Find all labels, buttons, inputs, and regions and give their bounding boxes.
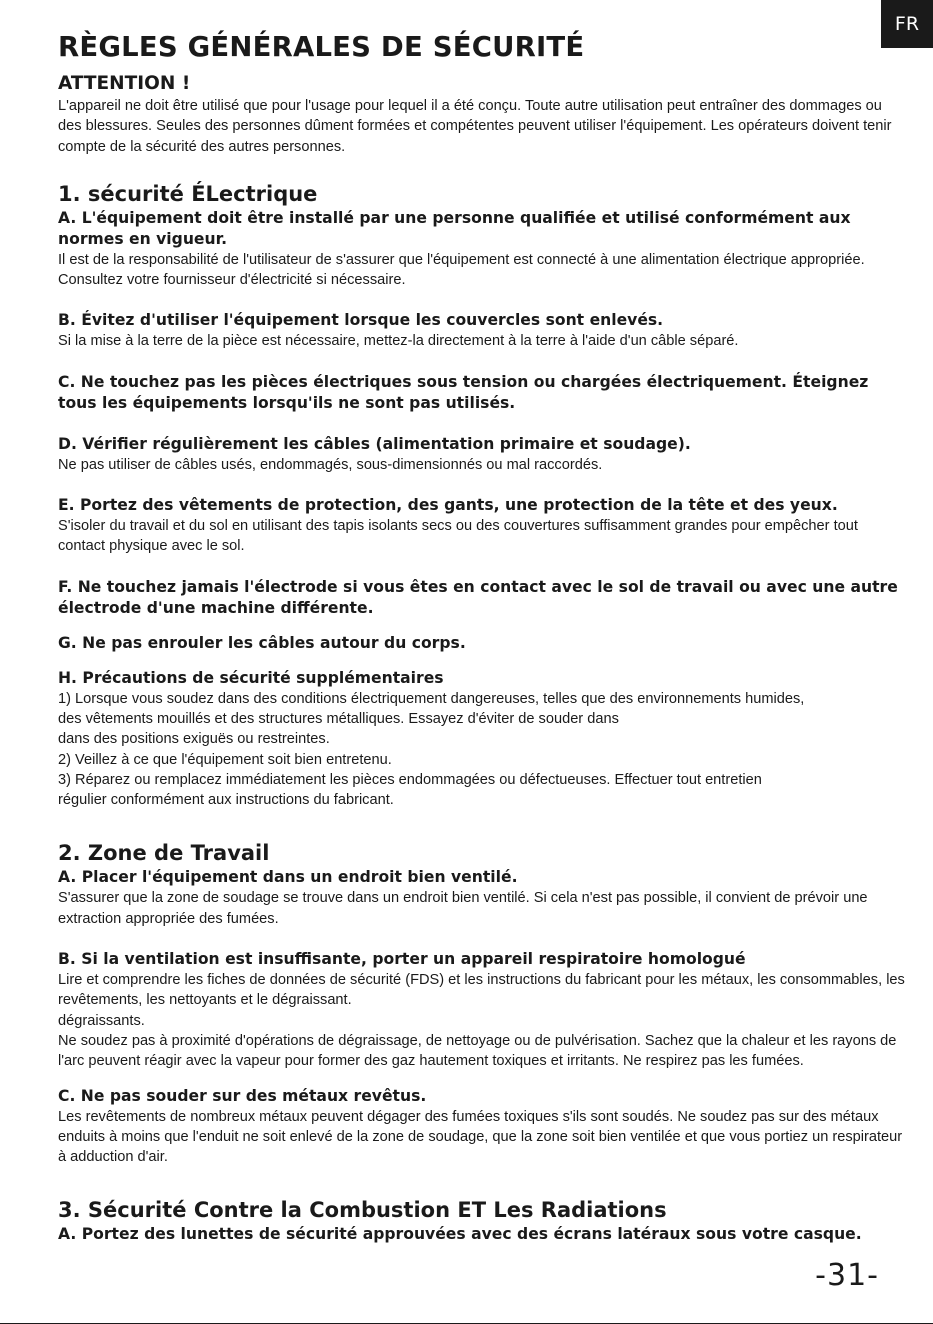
page-title: RÈGLES GÉNÉRALES DE SÉCURITÉ — [58, 31, 585, 63]
section-1h-line: 2) Veillez à ce que l'équipement soit bien entretenu. — [58, 751, 392, 768]
section-1h-title: H. Précautions de sécurité supplémentaires — [58, 668, 444, 687]
section-1g-title: G. Ne pas enrouler les câbles autour du corps. — [58, 633, 466, 652]
section-1-heading: 1. sécurité ÉLectrique — [58, 181, 318, 206]
section-3-heading: 3. Sécurité Contre la Combustion ET Les Radiations — [58, 1198, 667, 1223]
section-1c-title: C. Ne touchez pas les pièces électriques sous tension ou chargées électriquement. Éteignez tous les équipements lorsqu'ils ne sont pas utilisés. — [58, 372, 869, 412]
section-2c-title: C. Ne pas souder sur des métaux revêtus. — [58, 1086, 427, 1105]
section-2b-line: dégraissants. — [58, 1012, 145, 1029]
attention-text: L'appareil ne doit être utilisé que pour l'usage pour lequel il a été conçu. Toute autre utilisation peut entraîner des dommages ou des blessures. Seules des personnes dûment formées et compétentes peuvent utiliser l'équipement. Les opérateurs doivent tenir compte de la sécurité des autres personnes. — [58, 98, 892, 155]
section-1a-title: A. L'équipement doit être installé par une personne qualifiée et utilisé conformément aux normes en vigueur. — [58, 208, 851, 248]
section-2a-text: S'assurer que la zone de soudage se trouve dans un endroit bien ventilé. Si cela n'est pas possible, il convient de prévoir une extraction appropriée des fumées. — [58, 890, 868, 927]
language-tab: FR — [881, 0, 933, 48]
page-number: -31- — [815, 1258, 879, 1293]
section-1h-line: régulier conformément aux instructions du fabricant. — [58, 792, 394, 809]
section-1b-text: Si la mise à la terre de la pièce est nécessaire, mettez-la directement à la terre à l'aide d'un câble séparé. — [58, 333, 739, 350]
document-body — [58, 28, 908, 1245]
section-1e-text: S'isoler du travail et du sol en utilisant des tapis isolants secs ou des couvertures suffisamment grandes pour empêcher tout contact physique avec le sol. — [58, 518, 858, 555]
section-1d-text: Ne pas utiliser de câbles usés, endommagés, sous-dimensionnés ou mal raccordés. — [58, 456, 603, 473]
section-2-heading: 2. Zone de Travail — [58, 841, 270, 866]
section-2b-line: Lire et comprendre les fiches de données de sécurité (FDS) et les instructions du fabricant pour les métaux, les consommables, les revêtements, les nettoyants et le dégraissant. — [58, 972, 905, 1009]
attention-heading: ATTENTION ! — [58, 73, 191, 94]
section-1f-title: F. Ne touchez jamais l'électrode si vous êtes en contact avec le sol de travail ou avec une autre électrode d'une machine différente. — [58, 577, 898, 617]
section-1h-line: dans des positions exiguës ou restreintes. — [58, 731, 330, 748]
section-1h-line: des vêtements mouillés et des structures métalliques. Essayez d'éviter de souder dans — [58, 710, 619, 727]
section-1b-title: B. Évitez d'utiliser l'équipement lorsque les couvercles sont enlevés. — [58, 311, 664, 330]
section-1h-line: 1) Lorsque vous soudez dans des conditions électriquement dangereuses, telles que des environnements humides, — [58, 690, 805, 707]
section-2a-title: A. Placer l'équipement dans un endroit bien ventilé. — [58, 868, 518, 887]
section-2c-text: Les revêtements de nombreux métaux peuvent dégager des fumées toxiques s'ils sont soudés. Ne soudez pas sur des métaux enduits à moins que l'enduit ne soit enlevé de la zone de soudage, que la zone soit bien ventilée et que vous portiez un respirateur à adduction d'air. — [58, 1108, 903, 1166]
section-3a-title: A. Portez des lunettes de sécurité approuvées avec des écrans latéraux sous votre casque. — [58, 1225, 862, 1244]
section-1e-title: E. Portez des vêtements de protection, des gants, une protection de la tête et des yeux. — [58, 496, 838, 515]
section-2b-title: B. Si la ventilation est insuffisante, porter un appareil respiratoire homologué — [58, 950, 746, 969]
section-2b-line: Ne soudez pas à proximité d'opérations de dégraissage, de nettoyage ou de pulvérisation. Sachez que la chaleur et les rayons de l'arc peuvent réagir avec la vapeur pour former des gaz hautement toxiques et irritants. Ne respirez pas les fumées. — [58, 1032, 897, 1070]
section-1h-line: 3) Réparez ou remplacez immédiatement les pièces endommagées ou défectueuses. Effectuer tout entretien — [58, 771, 762, 788]
section-1d-title: D. Vérifier régulièrement les câbles (alimentation primaire et soudage). — [58, 434, 691, 453]
section-1a-text: Il est de la responsabilité de l'utilisateur de s'assurer que l'équipement est connecté à une alimentation électrique appropriée. Consultez votre fournisseur d'électricité si nécessaire. — [58, 251, 865, 289]
